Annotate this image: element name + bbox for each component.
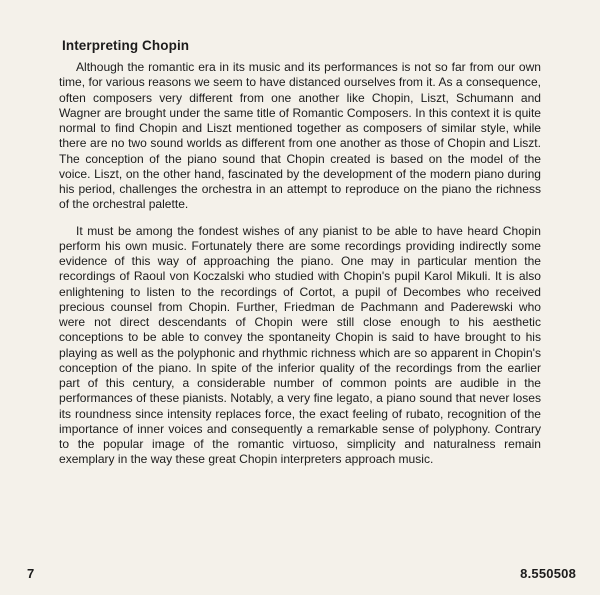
catalogue-number: 8.550508 — [520, 566, 576, 581]
paragraph-1: Although the romantic era in its music and its performances is not so far from our own time, for various reasons we seem to have distanced ourselves from it. As a consequence, often composers very different from one another like Chopin, Liszt, Schumann and Wagner are brought under the same title of Romantic Composers. In this context it is quite normal to find Chopin and Liszt mentioned together as composers of similar style, while there are no two sound worlds as different from one another as those of Chopin and Liszt. The conception of the piano sound that Chopin created is based on the model of the voice. Liszt, on the other hand, fascinated by the development of the modern piano during his period, challenges the orchestra in an attempt to reproduce on the piano the richness of the orchestral palette. — [59, 60, 541, 212]
section-heading: Interpreting Chopin — [62, 38, 190, 53]
page-number: 7 — [27, 566, 35, 581]
paragraph-2: It must be among the fondest wishes of any pianist to be able to have heard Chopin perform his own music. Fortunately there are some recordings providing indirectly some evidence of this way of approaching the piano. One may in particular mention the recordings of Raoul von Koczalski who studied with Chopin's pupil Karol Mikuli. It is also enlightening to listen to the recordings of Cortot, a pupil of Decombes who received precious counsel from Chopin. Further, Friedman de Pachmann and Paderewski who were not direct descendants of Chopin were still close enough to his aesthetic conceptions to be able to convey the spontaneity Chopin is said to have brought to his playing as well as the polyphonic and rhythmic richness which are so apparent in Chopin's conception of the piano. In spite of the inferior quality of the recordings from the earlier part of this century, a considerable number of common points are audible in the performances of these pianists. Notably, a very fine legato, a piano sound that never loses its roundness since intensity replaces force, the exact feeling of rubato, recognition of the importance of inner voices and consequently a remarkable sense of polyphony. Contrary to the popular image of the romantic virtuoso, simplicity and naturalness remain exemplary in the way these great Chopin interpreters approach music. — [59, 223, 541, 467]
article-body — [59, 60, 541, 479]
